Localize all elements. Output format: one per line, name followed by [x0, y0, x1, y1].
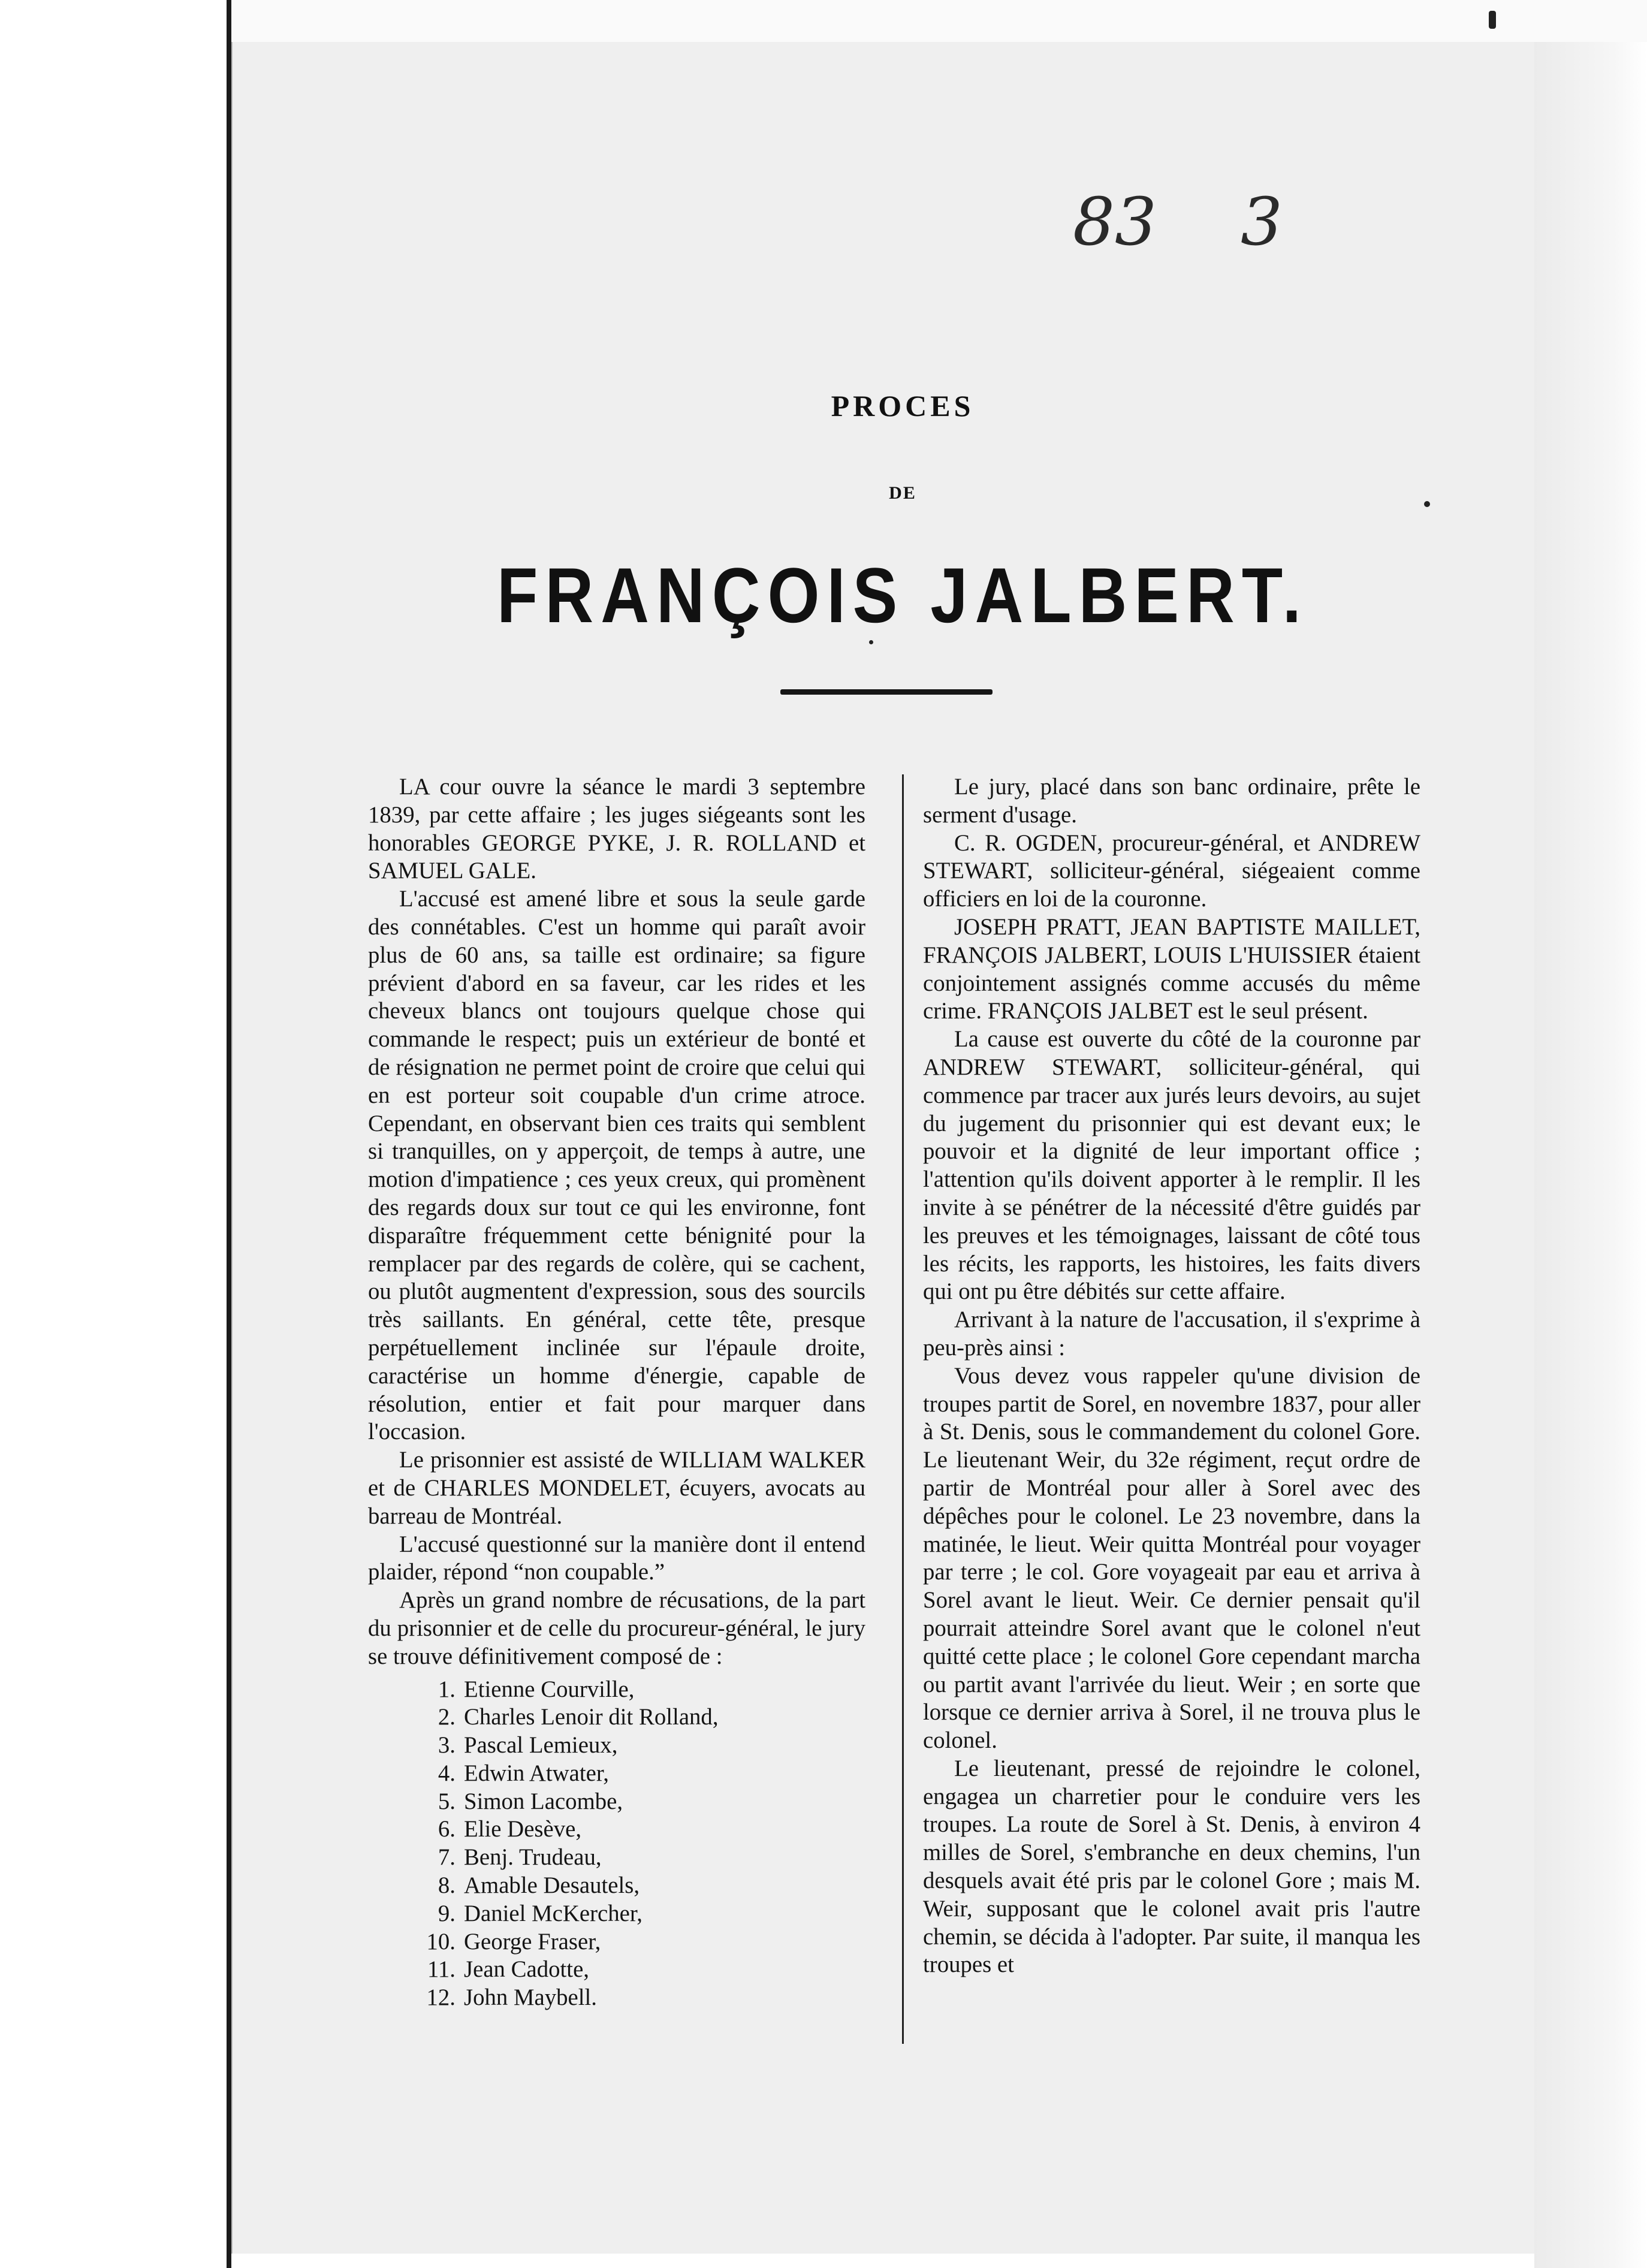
juror-name: Etienne Courville, [464, 1676, 635, 1702]
jury-number: 8. [438, 1872, 456, 1899]
juror-name: Elie Desève, [464, 1816, 582, 1842]
juror-name: Daniel McKercher, [464, 1900, 642, 1926]
list-item [368, 1900, 865, 1928]
list-item [368, 1732, 865, 1760]
paragraph: L'accusé questionné sur la manière dont il entend plaider, répond “non coupable.” [368, 1531, 865, 1585]
jury-number: 4. [438, 1760, 456, 1786]
juror-name: Pascal Lemieux, [464, 1732, 618, 1759]
jury-list [368, 1676, 865, 2013]
paragraph: JOSEPH PRATT, JEAN BAPTISTE MAILLET, FRANÇOIS JALBERT, LOUIS L'HUISSIER étaient conjointement assignés comme accusés du même crime. FRANÇOIS JALBET est le seul présent. [923, 913, 1420, 1024]
paragraph: C. R. OGDEN, procureur-général, et ANDREW STEWART, solliciteur-général, siégeaient comme officiers en loi de la couronne. [923, 830, 1420, 912]
list-item [368, 1760, 865, 1788]
page-binding-edge [227, 0, 231, 2268]
jury-number: 2. [438, 1704, 456, 1730]
paragraph: Après un grand nombre de récusations, de la part du prisonnier et de celle du procureur-général, le jury se trouve définitivement composé de : [368, 1587, 865, 1669]
handwritten-note-a: 83 [1073, 183, 1157, 260]
right-column [923, 773, 1420, 1979]
juror-name: John Maybell. [464, 1984, 597, 2011]
ink-speck [1424, 501, 1430, 507]
column-divider [902, 774, 904, 2044]
juror-name: Simon Lacombe, [464, 1788, 623, 1814]
jury-number: 1. [438, 1676, 456, 1702]
juror-name: Benj. Trudeau, [464, 1844, 602, 1871]
title-line-proces: PROCES [831, 389, 975, 423]
title-rule [780, 689, 993, 695]
paragraph: Vous devez vous rappeler qu'une division de troupes partit de Sorel, en novembre 1837, pour aller à St. Denis, sous le commandement du colonel Gore. Le lieutenant Weir, du 32e régiment, reçut ordre de partir de Montréal pour aller à Sorel avec des dépêches pour le colonel. Le 23 novembre, dans la matinée, le lieut. Weir quitta Montréal pour voyager par terre ; le col. Gore voyageait par eau et arriva à Sorel avant le lieut. Weir. Ce dernier pensait qu'il pourrait atteindre Sorel avant que le colonel n'eut quitté cette place ; le colonel Gore cependant marcha ou partit avant l'arrivée du lieut. Weir ; en sorte que lorsque ce dernier arriva à Sorel, il ne trouva plus le colonel. [923, 1362, 1420, 1754]
jury-number: 10. [426, 1928, 456, 1955]
top-page-edge [231, 0, 1647, 42]
list-item [368, 1984, 865, 2012]
list-item [368, 1815, 865, 1844]
list-item [368, 1872, 865, 1900]
jury-number: 6. [438, 1816, 456, 1842]
right-page-shade [1534, 42, 1647, 2268]
list-item [368, 1788, 865, 1816]
paragraph: L'accusé est amené libre et sous la seule garde des connétables. C'est un homme qui paraît avoir plus de 60 ans, sa taille est ordinaire; sa figure prévient d'abord en sa faveur, car les rides et les cheveux blancs ont toujours quelque chose qui commande le respect; puis un extérieur de bonté et de résignation ne permet point de croire que celui qui en est porteur soit coupable d'un crime atroce. Cependant, en observant bien ces traits qui semblent si tranquilles, on y apperçoit, de temps à autre, une motion d'impatience ; ces yeux creux, qui promènent des regards doux sur tout ce qui les environne, font disparaître fréquemment cette bénignité pour la remplacer par des regards de colère, qui se cachent, ou plutôt augmentent d'expression, sous des sourcils très saillants. En général, cette tête, presque perpétuellement inclinée sur l'épaule droite, caractérise un homme d'énergie, capable de résolution, entier et fait pour marquer dans l'occasion. [368, 886, 865, 1445]
jury-number: 11. [427, 1956, 456, 1983]
left-column [368, 773, 865, 2012]
paragraph: Le lieutenant, pressé de rejoindre le colonel, engagea un charretier pour le conduire vers les troupes. La route de Sorel à St. Denis, à environ 4 milles de Sorel, s'embranche en deux chemins, l'un desquels avait été pris par le colonel Gore ; mais M. Weir, supposant que le colonel avait pris l'autre chemin, se décida à l'adopter. Par suite, il manqua les troupes et [923, 1755, 1420, 1978]
title-line-de: DE [889, 483, 916, 503]
juror-name: Jean Cadotte, [464, 1956, 590, 1983]
paragraph: Le prisonnier est assisté de WILLIAM WALKER et de CHARLES MONDELET, écuyers, avocats au barreau de Montréal. [368, 1447, 865, 1529]
juror-name: Amable Desautels, [464, 1872, 640, 1899]
paragraph: Le jury, placé dans son banc ordinaire, prête le serment d'usage. [923, 774, 1420, 828]
list-item [368, 1703, 865, 1732]
juror-name: Edwin Atwater, [464, 1760, 609, 1786]
jury-number: 5. [438, 1788, 456, 1814]
left-blank-margin [0, 0, 228, 2268]
paragraph: Arrivant à la nature de l'accusation, il s'exprime à peu-près ainsi : [923, 1307, 1420, 1361]
list-item [368, 1844, 865, 1872]
ink-speck [869, 640, 873, 644]
ink-speck [1489, 11, 1496, 29]
page-title: FRANÇOIS JALBERT. [497, 551, 1308, 639]
juror-name: George Fraser, [464, 1928, 601, 1955]
paragraph: LA cour ouvre la séance le mardi 3 septembre 1839, par cette affaire ; les juges siégeants sont les honorables GEORGE PYKE, J. R. ROLLAND et SAMUEL GALE. [368, 774, 865, 884]
jury-number: 3. [438, 1732, 456, 1759]
paragraph: La cause est ouverte du côté de la couronne par ANDREW STEWART, solliciteur-général, qui commence par tracer aux jurés leurs devoirs, au sujet du jugement du prisonnier qui est devant eux; le pouvoir et la dignité de leur important office ; l'attention qu'ils doivent apporter à le remplir. Il les invite à se pénétrer de la nécessité d'être guidés par les preuves et les témoignages, laissant de côté tous les récits, les rapports, les histoires, les faits divers qui ont pu être débités sur cette affaire. [923, 1026, 1420, 1305]
jury-number: 7. [438, 1844, 456, 1871]
list-item [368, 1928, 865, 1956]
list-item [368, 1676, 865, 1704]
handwritten-note-b: 3 [1241, 183, 1283, 260]
jury-number: 9. [438, 1900, 456, 1926]
jury-number: 12. [426, 1984, 456, 2011]
juror-name: Charles Lenoir dit Rolland, [464, 1704, 719, 1730]
list-item [368, 1956, 865, 1984]
